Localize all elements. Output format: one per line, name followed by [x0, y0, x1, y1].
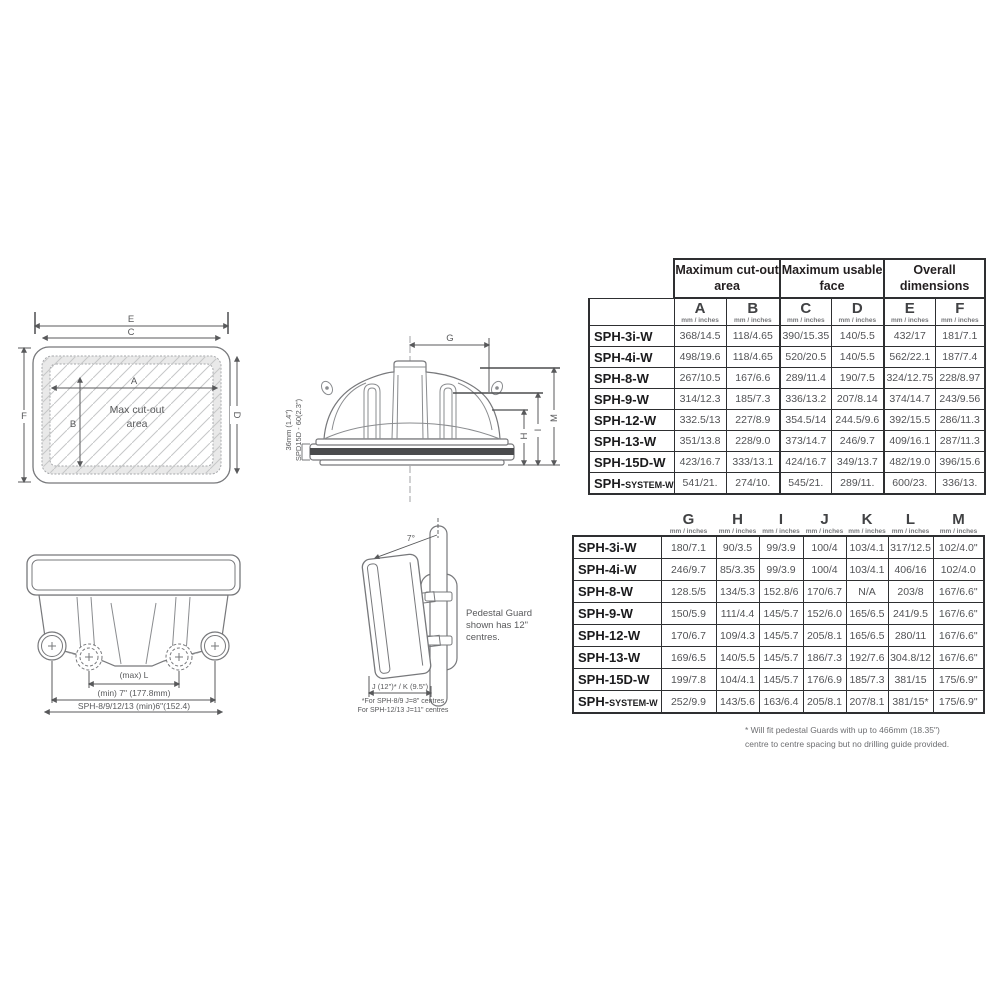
value-cell: 203/8 — [888, 581, 933, 603]
value-cell: 103/4.1 — [846, 559, 888, 581]
value-cell: 423/16.7 — [674, 452, 726, 473]
jk-note-line1: *For SPH-8/9 J=8" centres — [361, 698, 445, 705]
value-cell: 152.8/6 — [759, 581, 803, 603]
label-header-cell — [573, 512, 661, 536]
value-cell: 100/4 — [803, 536, 846, 559]
table-row — [589, 326, 985, 347]
value-cell: 246/9.7 — [831, 431, 884, 452]
value-cell: 169/6.5 — [661, 647, 716, 669]
column-header-M: M mm / inches — [939, 511, 978, 535]
corner-cell — [589, 259, 674, 298]
value-cell: 140/5.5 — [716, 647, 759, 669]
pedestal-guard — [421, 526, 457, 706]
value-cell: 167/6.6" — [933, 625, 984, 647]
value-cell: 207/8.1 — [846, 691, 888, 714]
value-cell: 118/4.65 — [726, 347, 780, 368]
table-row — [589, 410, 985, 431]
column-header-F: F mm / inches — [935, 298, 985, 326]
table-row — [573, 691, 984, 714]
value-cell: 349/13.7 — [831, 452, 884, 473]
model-label: SPH-13-W — [589, 431, 674, 452]
value-cell: 373/14.7 — [780, 431, 831, 452]
value-cell: 243/9.56 — [935, 389, 985, 410]
value-cell: 145/5.7 — [759, 669, 803, 691]
group-header-overall: Overall dimensions — [884, 259, 985, 298]
value-cell: 175/6.9" — [933, 691, 984, 714]
value-cell: 498/19.6 — [674, 347, 726, 368]
value-cell: 90/3.5 — [716, 536, 759, 559]
table-row — [589, 431, 985, 452]
dim-label-min-7: (min) 7" (177.8mm) — [97, 688, 171, 698]
value-cell: 409/16.1 — [884, 431, 935, 452]
value-cell: N/A — [846, 581, 888, 603]
table-row — [573, 581, 984, 603]
dim-label-max-l: (max) L — [119, 670, 149, 680]
model-label: SPH-12-W — [589, 410, 674, 431]
value-cell: 99/3.9 — [759, 559, 803, 581]
value-cell: 207/8.14 — [831, 389, 884, 410]
dim-label-e: E — [127, 314, 135, 325]
value-cell: 170/6.7 — [661, 625, 716, 647]
model-label: SPH-8-W — [573, 581, 661, 603]
value-cell: 102/4.0" — [933, 536, 984, 559]
value-cell: 374/14.7 — [884, 389, 935, 410]
value-cell: 167/6.6" — [933, 581, 984, 603]
value-cell: 354.5/14 — [780, 410, 831, 431]
value-cell: 351/13.8 — [674, 431, 726, 452]
table-row — [573, 647, 984, 669]
table-row — [573, 669, 984, 691]
value-cell: 190/7.5 — [831, 368, 884, 389]
model-label: SPH-3i-W — [589, 326, 674, 347]
footnote — [745, 723, 995, 751]
model-label: SPH-4i-W — [589, 347, 674, 368]
value-cell: 324/12.75 — [884, 368, 935, 389]
value-cell: 336/13. — [935, 473, 985, 495]
value-cell: 186/7.3 — [803, 647, 846, 669]
dome-outline — [310, 361, 514, 465]
cutout-caption-line2: area — [126, 418, 148, 430]
value-cell: 317/12.5 — [888, 536, 933, 559]
footnote-line1: * Will fit pedestal Guards with up to 466mm (18.35") — [745, 725, 940, 735]
value-cell: 289/11. — [831, 473, 884, 495]
value-cell: 185/7.3 — [726, 389, 780, 410]
value-cell: 424/16.7 — [780, 452, 831, 473]
value-cell: 381/15 — [888, 669, 933, 691]
value-cell: 432/17 — [884, 326, 935, 347]
value-cell: 100/4 — [803, 559, 846, 581]
column-header-E: E mm / inches — [884, 298, 935, 326]
value-cell: 118/4.65 — [726, 326, 780, 347]
column-header-J: J mm / inches — [805, 511, 844, 535]
column-header-row — [573, 512, 984, 536]
dim-label-h: H — [519, 432, 530, 440]
value-cell: 140/5.5 — [831, 326, 884, 347]
table-row — [573, 536, 984, 559]
value-cell: 143/5.6 — [716, 691, 759, 714]
model-label: SPH-9-W — [573, 603, 661, 625]
model-label: SPH-SYSTEM-W — [589, 473, 674, 495]
group-header-usable-face: Maximum usable face — [780, 259, 884, 298]
value-cell: 280/11 — [888, 625, 933, 647]
column-header-H: H mm / inches — [718, 511, 757, 535]
value-cell: 381/15* — [888, 691, 933, 714]
value-cell: 241/9.5 — [888, 603, 933, 625]
value-cell: 562/22.1 — [884, 347, 935, 368]
value-cell: 368/14.5 — [674, 326, 726, 347]
value-cell: 145/5.7 — [759, 625, 803, 647]
column-header-I: I mm / inches — [762, 511, 800, 535]
value-cell: 205/8.1 — [803, 691, 846, 714]
value-cell: 304.8/12 — [888, 647, 933, 669]
value-cell: 185/7.3 — [846, 669, 888, 691]
value-cell: 152/6.0 — [803, 603, 846, 625]
value-cell: 165/6.5 — [846, 625, 888, 647]
value-cell: 482/19.0 — [884, 452, 935, 473]
value-cell: 167/6.6" — [933, 603, 984, 625]
value-cell: 175/6.9" — [933, 669, 984, 691]
value-cell: 167/6.6 — [726, 368, 780, 389]
value-cell: 104/4.1 — [716, 669, 759, 691]
dim-label-i: I — [533, 428, 544, 432]
column-header-row — [589, 298, 985, 326]
dim-label-m: M — [549, 414, 560, 422]
guard-note-line2: shown has 12" — [466, 620, 528, 631]
value-cell: 228/8.97 — [935, 368, 985, 389]
value-cell: 286/11.3 — [935, 410, 985, 431]
group-header-cutout-area: Maximum cut-out area — [674, 259, 780, 298]
value-cell: 287/11.3 — [935, 431, 985, 452]
model-label: SPH-12-W — [573, 625, 661, 647]
table-row — [589, 389, 985, 410]
value-cell: 187/7.4 — [935, 347, 985, 368]
group-header-row — [589, 259, 985, 298]
value-cell: 205/8.1 — [803, 625, 846, 647]
cutout-caption-line1: Max cut-out — [109, 404, 165, 416]
column-header-K: K mm / inches — [848, 511, 886, 535]
value-cell: 228/9.0 — [726, 431, 780, 452]
value-cell: 103/4.1 — [846, 536, 888, 559]
dim-label-c: C — [127, 327, 135, 338]
value-cell: 145/5.7 — [759, 603, 803, 625]
value-cell: 165/6.5 — [846, 603, 888, 625]
value-cell: 176/6.9 — [803, 669, 846, 691]
value-cell: 314/12.3 — [674, 389, 726, 410]
table-row — [589, 347, 985, 368]
value-cell: 163/6.4 — [759, 691, 803, 714]
table-row — [589, 473, 985, 495]
column-header-A: A mm / inches — [674, 298, 726, 326]
angle-label: 7° — [406, 533, 416, 543]
table-row — [573, 559, 984, 581]
value-cell: 600/23. — [884, 473, 935, 495]
dim-label-f: F — [21, 411, 27, 422]
value-cell: 541/21. — [674, 473, 726, 495]
value-cell: 85/3.35 — [716, 559, 759, 581]
value-cell: 99/3.9 — [759, 536, 803, 559]
dim-label-g: G — [446, 333, 454, 344]
value-cell: 227/8.9 — [726, 410, 780, 431]
dimension-table-g-m — [572, 512, 985, 714]
table-row — [589, 452, 985, 473]
dim-label-a: A — [130, 376, 138, 387]
value-cell: 109/4.3 — [716, 625, 759, 647]
value-cell: 252/9.9 — [661, 691, 716, 714]
value-cell: 181/7.1 — [935, 326, 985, 347]
guard-note-line1: Pedestal Guard — [466, 608, 533, 619]
footnote-line2: centre to centre spacing but no drilling guide provided. — [745, 739, 950, 750]
value-cell: 102/4.0 — [933, 559, 984, 581]
front-view-drawing — [15, 545, 265, 715]
dim-label-b: B — [69, 419, 77, 430]
value-cell: 128.5/5 — [661, 581, 716, 603]
value-cell: 336/13.2 — [780, 389, 831, 410]
dim-label-jk: J (12")* / K (9.5") — [371, 682, 429, 691]
value-cell: 180/7.1 — [661, 536, 716, 559]
value-cell: 274/10. — [726, 473, 780, 495]
value-cell: 520/20.5 — [780, 347, 831, 368]
column-header-L: L mm / inches — [891, 511, 930, 535]
value-cell: 150/5.9 — [661, 603, 716, 625]
value-cell: 167/6.6" — [933, 647, 984, 669]
side-view-drawing — [345, 510, 575, 720]
value-cell: 390/15.35 — [780, 326, 831, 347]
flange-note-line1: 36mm (1.4") — [284, 409, 293, 451]
table-row — [573, 625, 984, 647]
value-cell: 145/5.7 — [759, 647, 803, 669]
value-cell: 244.5/9.6 — [831, 410, 884, 431]
value-cell: 289/11.4 — [780, 368, 831, 389]
value-cell: 267/10.5 — [674, 368, 726, 389]
table-row — [573, 603, 984, 625]
value-cell: 333/13.1 — [726, 452, 780, 473]
value-cell: 192/7.6 — [846, 647, 888, 669]
model-label: SPH-9-W — [589, 389, 674, 410]
value-cell: 170/6.7 — [803, 581, 846, 603]
rear-view-drawing — [280, 330, 590, 510]
jk-note-line2: For SPH-12/13 J=11" centres — [357, 707, 449, 714]
value-cell: 392/15.5 — [884, 410, 935, 431]
value-cell: 134/5.3 — [716, 581, 759, 603]
cutout-area-drawing — [15, 300, 285, 500]
model-label: SPH-3i-W — [573, 536, 661, 559]
dim-label-d: D — [231, 411, 242, 419]
value-cell: 396/15.6 — [935, 452, 985, 473]
model-label: SPH-15D-W — [589, 452, 674, 473]
value-cell: 111/4.4 — [716, 603, 759, 625]
dimension-table-a-f — [588, 258, 986, 495]
table-row — [589, 368, 985, 389]
model-label: SPH-SYSTEM-W — [573, 691, 661, 714]
model-label: SPH-15D-W — [573, 669, 661, 691]
model-label: SPH-13-W — [573, 647, 661, 669]
model-label: SPH-4i-W — [573, 559, 661, 581]
column-header-D: D mm / inches — [831, 298, 884, 326]
column-header-C: C mm / inches — [780, 298, 831, 326]
model-label: SPH-8-W — [589, 368, 674, 389]
flange-note-line2: SPD15D - 60(2.3") — [294, 398, 303, 462]
value-cell: 199/7.8 — [661, 669, 716, 691]
guard-note-line3: centres. — [466, 632, 500, 643]
label-header-cell — [589, 298, 674, 326]
value-cell: 406/16 — [888, 559, 933, 581]
value-cell: 545/21. — [780, 473, 831, 495]
column-header-B: B mm / inches — [726, 298, 780, 326]
value-cell: 332.5/13 — [674, 410, 726, 431]
dim-label-min-models: SPH-8/9/12/13 (min)6"(152.4) — [77, 701, 191, 711]
value-cell: 140/5.5 — [831, 347, 884, 368]
value-cell: 246/9.7 — [661, 559, 716, 581]
column-header-G: G mm / inches — [669, 511, 708, 535]
